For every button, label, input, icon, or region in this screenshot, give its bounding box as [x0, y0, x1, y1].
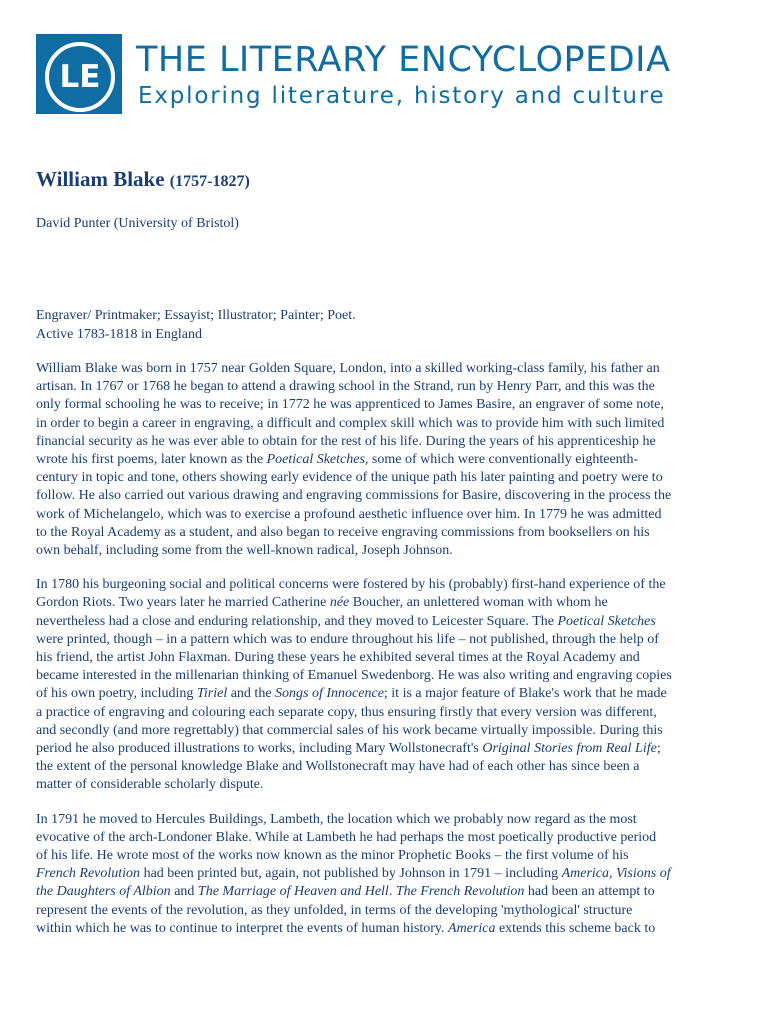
italic-title: the Daughters of Albion	[36, 884, 171, 900]
text-line	[36, 649, 736, 667]
text-run: matter of considerable scholarly dispute.	[36, 777, 264, 793]
text-line	[36, 685, 736, 703]
text-line	[36, 594, 736, 612]
text-line	[36, 776, 736, 794]
text-run: ;	[656, 741, 661, 757]
text-run: had been an attempt to	[524, 884, 655, 900]
text-run: Boucher, an unlettered woman with whom he	[349, 595, 608, 611]
italic-title: Tiriel	[196, 686, 228, 702]
text-run: Gordon Riots. Two years later he married Catherine	[36, 595, 330, 611]
text-line	[36, 883, 736, 901]
text-line	[36, 847, 736, 865]
text-run: of his life. He wrote most of the works now known as the minor Prophetic Books – the first volume of his	[36, 848, 629, 864]
text-line	[36, 415, 736, 433]
text-run: work of Michelangelo, which was to exercise a profound aesthetic influence over him. In 1779 he was admitted	[36, 506, 662, 522]
body-paragraph	[36, 811, 736, 938]
text-run: only formal schooling he was to receive; in 1772 he was apprenticed to James Basire, an engraver of some note,	[36, 397, 664, 413]
text-run: were printed, though – in a pattern which was to endure throughout his life – not published, through the help of	[36, 631, 659, 647]
text-line	[36, 704, 736, 722]
text-line	[36, 811, 736, 829]
text-line	[36, 722, 736, 740]
text-line	[36, 829, 736, 847]
author-roles: Engraver/ Printmaker; Essayist; Illustrator; Painter; Poet.	[36, 308, 356, 323]
text-line	[36, 360, 736, 378]
text-run: and	[170, 884, 198, 900]
text-line	[36, 576, 736, 594]
article-title	[36, 167, 250, 192]
site-title: THE LITERARY ENCYCLOPEDIA	[136, 40, 671, 80]
text-run: to the Royal Academy as a student, and also began to receive engraving commissions from booksellers on his	[36, 524, 650, 540]
text-run: extends this scheme back to	[495, 920, 656, 936]
logo-circle	[45, 42, 115, 112]
italic-title: Poetical Sketches	[266, 452, 365, 468]
text-line	[36, 542, 736, 560]
italic-title: The French Revolution	[395, 884, 525, 900]
italic-title: Songs of Innocence	[275, 686, 384, 702]
text-line	[36, 487, 736, 505]
text-line	[36, 396, 736, 414]
italic-title: Poetical Sketches	[557, 613, 656, 629]
site-tagline: Exploring literature, history and culture	[138, 83, 666, 109]
site-logo[interactable]	[36, 34, 122, 114]
text-line	[36, 378, 736, 396]
article-dates: (1757-1827)	[169, 173, 250, 190]
italic-title: French Revolution	[36, 866, 141, 882]
text-line	[36, 667, 736, 685]
text-run: had been printed but, again, not published by Johnson in 1791 – including	[140, 866, 562, 882]
text-line	[36, 865, 736, 883]
text-run: in order to begin a career in engraving, a difficult and complex skill which was to provide him with such limited	[36, 415, 665, 431]
article-author: David Punter (University of Bristol)	[36, 216, 239, 231]
text-run: within which he was to continue to interpret the events of human history.	[36, 920, 449, 936]
text-run: William Blake was born in 1757 near Golden Square, London, into a skilled working-class family, his father an	[36, 361, 660, 376]
text-run: ; it is a major feature of Blake's work that he made	[383, 686, 667, 702]
text-run: ,	[609, 866, 617, 882]
italic-title: America	[561, 866, 610, 882]
text-line	[36, 613, 736, 631]
text-run: his friend, the artist John Flaxman. During these years he exhibited several times at the Royal Academy and	[36, 650, 640, 666]
text-run: of his own poetry, including	[36, 686, 197, 702]
text-run: In 1791 he moved to Hercules Buildings, Lambeth, the location which we probably now regard as the most	[36, 811, 637, 827]
active-period: Active 1783-1818 in England	[36, 327, 203, 342]
text-line	[36, 758, 736, 776]
text-run: In 1780 his burgeoning social and political concerns were fostered by his (probably) first-hand experience of the	[36, 577, 666, 593]
text-run: wrote his first poems, later known as the	[36, 452, 267, 468]
site-header	[36, 34, 736, 114]
text-run: represent the events of the revolution, as they unfolded, in terms of the developing 'mythological' structure	[36, 902, 633, 918]
text-run: century in topic and tone, others showing early evidence of the unique path his later painting and poetry were to	[36, 470, 663, 486]
text-line	[36, 469, 736, 487]
text-run: financial security as he was ever able to obtain for the rest of his life. During the years of his apprenticeship he	[36, 433, 656, 449]
article-name: William Blake	[36, 167, 165, 191]
italic-title: Original Stories from Real Life	[482, 741, 657, 757]
italic-title: Visions of	[616, 866, 671, 882]
text-run: follow. He also carried out various drawing and engraving commissions for Basire, discovering in the process the	[36, 488, 672, 504]
text-line	[36, 451, 736, 469]
article-body	[36, 360, 736, 954]
body-paragraph	[36, 360, 736, 560]
text-run: artisan. In 1767 or 1768 he began to attend a drawing school in the Strand, run by Henry Parr, and this was the	[36, 379, 655, 395]
article-meta	[36, 306, 736, 344]
text-line	[36, 902, 736, 920]
text-line	[36, 433, 736, 451]
text-line	[36, 524, 736, 542]
text-line	[36, 920, 736, 938]
italic-title: America	[448, 920, 496, 936]
text-run: and the	[227, 686, 276, 702]
text-run: .	[388, 884, 396, 900]
text-run: became interested in the millenarian thinking of Emanuel Swedenborg. He was also writing and engraving copies	[36, 668, 672, 684]
italic-title: The Marriage of Heaven and Hell	[197, 884, 389, 900]
text-run: evocative of the arch-Londoner Blake. While at Lambeth he had perhaps the most poetically productive period	[36, 829, 657, 845]
logo-text: LE	[59, 58, 101, 95]
text-run: and secondly (and more regrettably) that commercial sales of his work became virtually impossible. During this	[36, 722, 663, 738]
text-run: period he also produced illustrations to works, including Mary Wollstonecraft's	[36, 741, 483, 757]
text-line	[36, 740, 736, 758]
body-paragraph	[36, 576, 736, 794]
text-run: the extent of the personal knowledge Blake and Wollstonecraft may have had of each other has since been a	[36, 759, 640, 775]
italic-title: née	[329, 595, 350, 611]
text-run: nevertheless had a close and enduring relationship, and they moved to Leicester Square. The	[36, 613, 558, 629]
text-line	[36, 506, 736, 524]
text-run: a practice of engraving and colouring each separate copy, thus ensuring firstly that every version was different,	[36, 704, 657, 720]
text-line	[36, 631, 736, 649]
text-run: , some of which were conventionally eighteenth-	[364, 452, 639, 468]
text-run: own behalf, including some from the well-known radical, Joseph Johnson.	[36, 543, 453, 559]
